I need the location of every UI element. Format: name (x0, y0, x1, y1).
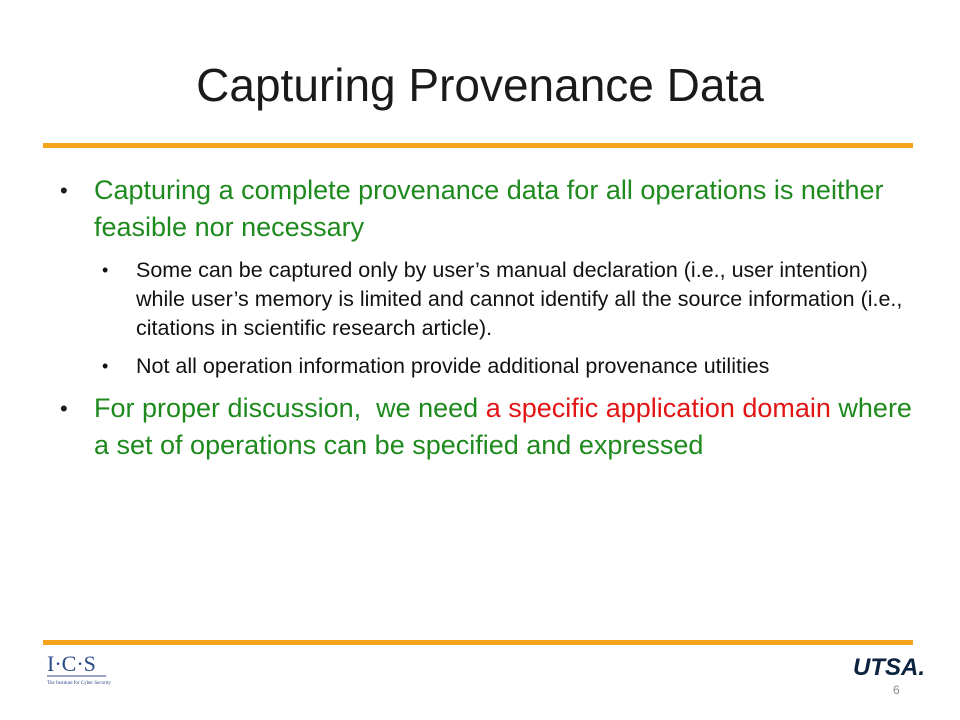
bullet-2 (60, 390, 920, 464)
top-divider (43, 143, 913, 148)
slide-title: Capturing Provenance Data (196, 59, 764, 111)
sub-bullet-2 (60, 352, 920, 381)
bullet-marker: • (60, 178, 68, 203)
ics-logo (46, 651, 111, 689)
bullet-2-text-a: For proper discussion, we need (94, 393, 486, 423)
bullet-2-text-b: where a set of operations can be specified and expressed (94, 393, 912, 460)
bullet-1-text: Capturing a complete provenance data for all operations is neither feasible nor necessary (94, 175, 884, 242)
bullet-marker: • (60, 396, 68, 421)
sub-bullet-1-text: Some can be captured only by user’s manual declaration (i.e., user intention) while user’s memory is limited and cannot identify all the source information (i.e., citations in scientific research article). (136, 258, 903, 340)
sub-bullet-1 (60, 256, 920, 343)
utsa-logo-text: UTSA. (853, 654, 925, 681)
bullet-marker: • (102, 356, 109, 376)
utsa-logo (853, 650, 925, 681)
slide-content (60, 172, 920, 474)
bottom-divider (43, 640, 913, 645)
bullet-1 (60, 172, 920, 246)
sub-bullet-2-text: Not all operation information provide additional provenance utilities (136, 354, 770, 378)
bullet-marker: • (102, 260, 109, 280)
bullet-2-highlight: a specific application domain (485, 393, 831, 423)
ics-logo-caption: The Institute for Cyber Security (47, 681, 111, 686)
page-number: 6 (893, 683, 900, 697)
ics-logo-text: I·C·S (47, 651, 96, 676)
